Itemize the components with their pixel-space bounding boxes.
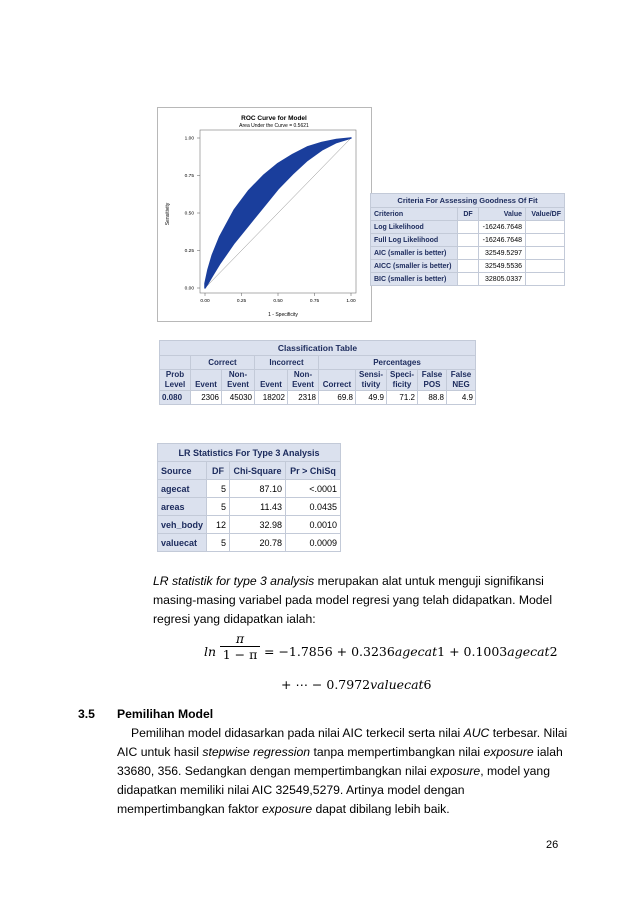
lr-p: <.0001 [286,480,341,498]
gof-df [458,234,479,247]
lr-header-p: Pr > ChiSq [286,462,341,480]
lr-paragraph-rest: merupakan alat untuk menguji signifikansi [314,574,544,588]
gof-criterion: BIC (smaller is better) [371,273,458,286]
classification-incorrect-event: 18202 [255,391,288,405]
regression-equation [204,632,564,666]
lr-source: veh_body [158,516,207,534]
roc-title: ROC Curve for Model [241,115,307,122]
table-row [158,498,341,516]
table-row [158,534,341,552]
classification-table [159,340,476,405]
lr-chisq: 32.98 [230,516,286,534]
gof-criterion: AIC (smaller is better) [371,247,458,260]
roc-y-tick-label: 0.25 [184,249,194,255]
gof-value-df [526,260,565,273]
lr-paragraph-italic: LR statistik for type 3 analysis [153,574,315,588]
lr-df: 5 [207,534,230,552]
roc-chart-svg [158,108,371,321]
table-row [158,516,341,534]
classification-header-specificity: Speci- ficity [387,370,418,391]
gof-header-value: Value [479,208,526,221]
gof-value-df [526,247,565,260]
classification-sensitivity: 49.9 [356,391,387,405]
lr-df: 5 [207,498,230,516]
gof-title: Criteria For Assessing Goodness Of Fit [371,194,565,208]
equation-fraction [220,632,260,662]
roc-x-tick-label: 0.50 [273,299,283,304]
roc-x-axis-label: 1 - Specificity [268,312,298,318]
classification-correct-pct: 69.8 [319,391,356,405]
roc-y-tick-label: 0.50 [184,211,194,217]
gof-value-df [526,221,565,234]
classification-false-neg: 4.9 [447,391,476,405]
gof-header-criterion: Criterion [371,208,458,221]
lr-p: 0.0009 [286,534,341,552]
gof-value: 32549.5297 [479,247,526,260]
gof-criterion: AICC (smaller is better) [371,260,458,273]
classification-incorrect-nonevent: 2318 [288,391,319,405]
roc-x-tick-label: 0.00 [200,299,210,304]
roc-x-tick-label: 0.75 [309,299,320,304]
table-row [371,247,565,260]
lr-source: areas [158,498,207,516]
gof-df [458,260,479,273]
classification-group-incorrect: Incorrect [255,356,319,370]
section-number: 3.5 [78,707,95,721]
gof-criterion: Log Likelihood [371,221,458,234]
equation-rhs: = −1.7856 + 0.3236𝑎𝑔𝑒𝑐𝑎𝑡1 + 0.1003𝑎𝑔𝑒𝑐𝑎𝑡2 [264,644,558,659]
lr-chisq: 20.78 [230,534,286,552]
roc-y-axis-label: Sensitivity [165,202,171,226]
classification-specificity: 71.2 [387,391,418,405]
table-row [371,221,565,234]
classification-header-incorrect-nonevent: Non- Event [288,370,319,391]
classification-header-false-pos: False POS [418,370,447,391]
lr-source: agecat [158,480,207,498]
roc-plot-frame [200,130,356,293]
lr-p: 0.0435 [286,498,341,516]
roc-subtitle: Area Under the Curve = 0.5621 [239,123,309,129]
classification-group-percentages: Percentages [319,356,476,370]
section-title: Pemilihan Model [117,707,214,721]
classification-header-sensitivity: Sensi- tivity [356,370,387,391]
lr-df: 12 [207,516,230,534]
equation-numerator: π [235,631,245,646]
gof-value: 32549.5536 [479,260,526,273]
table-row [371,273,565,286]
classification-header-prob-level: Prob Level [160,370,191,391]
classification-header-incorrect-event: Event [255,370,288,391]
classification-correct-event: 2306 [191,391,222,405]
classification-header-correct-nonevent: Non- Event [222,370,255,391]
gof-value: -16246.7648 [479,234,526,247]
section-paragraph: Pemilihan model didasarkan pada nilai AIC terkecil serta nilai AUC terbesar. Nilai AIC untuk hasil stepwise regression tanpa mempertimbangkan nilai exposure ialah 33680, 356. Sedangkan dengan mempertimbangkan nilai exposure, model yang didapatkan memiliki nilai AIC 32549,5279. Artinya model dengan mempertimbangkan faktor exposure dapat dibilang lebih baik. [117,726,568,816]
classification-title: Classification Table [160,341,476,356]
classification-correct-nonevent: 45030 [222,391,255,405]
roc-x-tick-label: 1.00 [346,299,356,304]
table-row [371,260,565,273]
equation-line2: + ⋯ − 0.7972𝑣𝑎𝑙𝑢𝑒𝑐𝑎𝑡6 [281,677,432,692]
page-number: 26 [546,839,559,851]
roc-y-tick-label: 0.00 [184,286,194,292]
gof-df [458,273,479,286]
lr-df: 5 [207,480,230,498]
lr-header-chisq: Chi-Square [230,462,286,480]
table-row [371,234,565,247]
classification-group-correct: Correct [191,356,255,370]
lr-paragraph [153,572,593,629]
classification-prob-level: 0.080 [160,391,191,405]
gof-df [458,247,479,260]
classification-header-false-neg: False NEG [447,370,476,391]
equation-denominator: 1 − π [220,646,260,662]
roc-chart [157,107,372,322]
classification-false-pos: 88.8 [418,391,447,405]
classification-header-correct-event: Event [191,370,222,391]
roc-plot-area [185,130,356,304]
gof-value: 32805.0337 [479,273,526,286]
lr-chisq: 11.43 [230,498,286,516]
lr-statistics-table [157,443,341,552]
lr-chisq: 87.10 [230,480,286,498]
lr-p: 0.0010 [286,516,341,534]
lr-header-source: Source [158,462,207,480]
gof-value-df [526,234,565,247]
lr-paragraph-line2: masing-masing variabel pada model regresi yang telah didapatkan. Model [153,593,553,607]
gof-header-df: DF [458,208,479,221]
classification-header-correct: Correct [319,370,356,391]
lr-header-df: DF [207,462,230,480]
lr-paragraph-line3: regresi yang didapatkan ialah: [153,612,316,626]
roc-x-tick-label: 0.25 [236,299,247,304]
table-row [160,391,476,405]
roc-y-tick-label: 0.75 [184,174,194,180]
gof-value-df [526,273,565,286]
table-row [158,480,341,498]
gof-value: -16246.7648 [479,221,526,234]
lr-source: valuecat [158,534,207,552]
gof-criterion: Full Log Likelihood [371,234,458,247]
roc-reference-line [205,138,351,288]
roc-y-tick-label: 1.00 [184,136,194,142]
lr-title: LR Statistics For Type 3 Analysis [158,444,341,462]
goodness-of-fit-table [370,193,565,286]
equation-ln: ln [204,644,217,659]
gof-df [458,221,479,234]
gof-header-value-df: Value/DF [526,208,565,221]
